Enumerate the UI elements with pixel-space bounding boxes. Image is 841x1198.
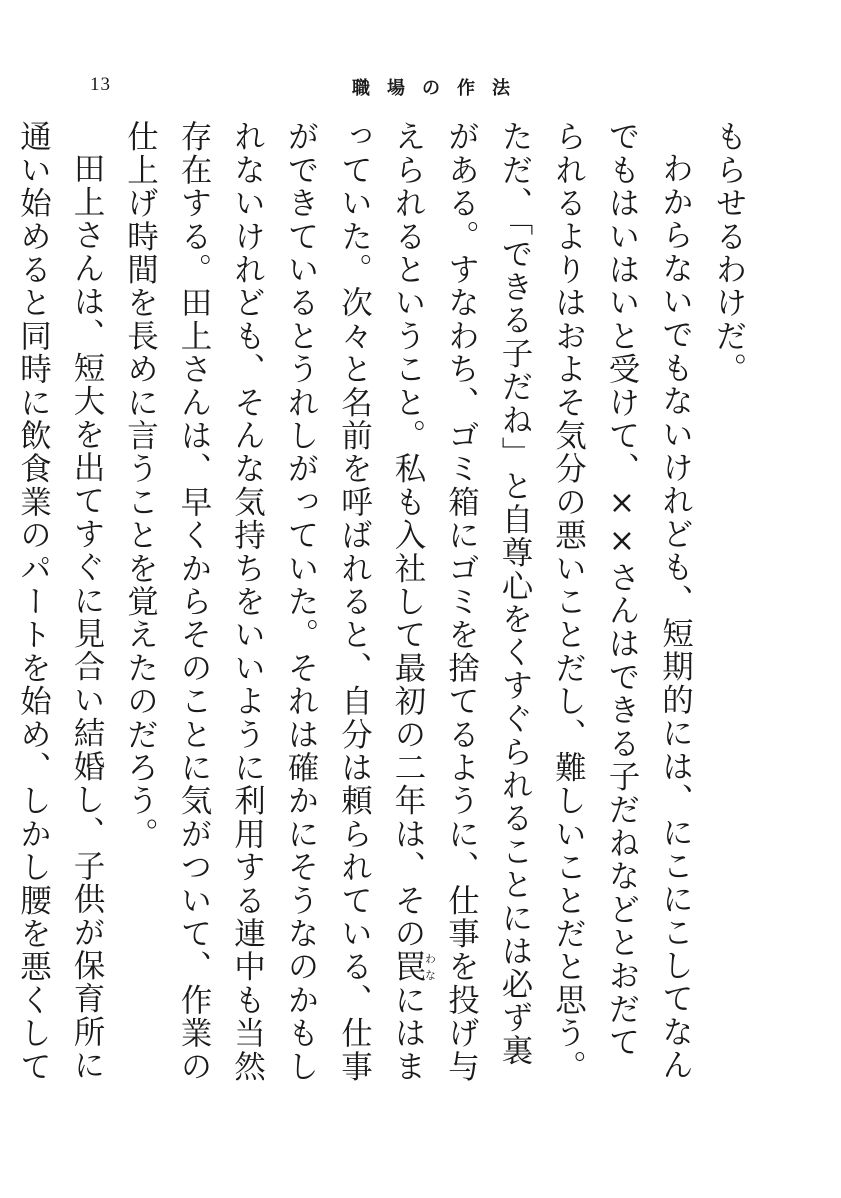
body-text bbox=[15, 120, 755, 1085]
paragraph-1: もらせるわけだ。 bbox=[711, 120, 747, 386]
ruby-base: 罠 bbox=[390, 950, 426, 984]
paragraph-2-text-continued: にはまっていた。次々と名前を呼ばれると、自分は頼られている、仕事ができているとうれしがっていた。それは確かにそうなのかもしれないけれども、そんな気持ちをいいように利用する連中も当然存在する。田上さんは、早くからそのことに気がついて、作業の仕上げ時間を長めに言うことを覚えたのだろう。 bbox=[122, 120, 426, 1083]
ruby-reading: わな bbox=[423, 950, 437, 984]
paragraph-2-text: わからないでもないけれども、短期的には、にこにこしてなんでもはいはいと受けて、××さんはできる子だねなどとおだてられるよりはおよそ気分の悪いことだし、難しいことだと思う。ただ、「できる子だね」と自尊心をくすぐられることには必ず裏がある。すなわち、ゴミ箱にゴミを捨てるように、仕事を投げ与えられるということ。私も入社して最初の二年は、その bbox=[390, 120, 694, 1083]
page-number: 13 bbox=[90, 74, 111, 95]
paragraph-3: 田上さんは、短大を出てすぐに見合い結婚し、子供が保育所に通い始めると同時に飲食業のパートを始め、しかし腰を悪くして bbox=[15, 120, 105, 1083]
ruby-wana bbox=[390, 950, 437, 984]
paragraph-2 bbox=[113, 120, 702, 1085]
running-title: 職場の作法 bbox=[352, 78, 527, 99]
